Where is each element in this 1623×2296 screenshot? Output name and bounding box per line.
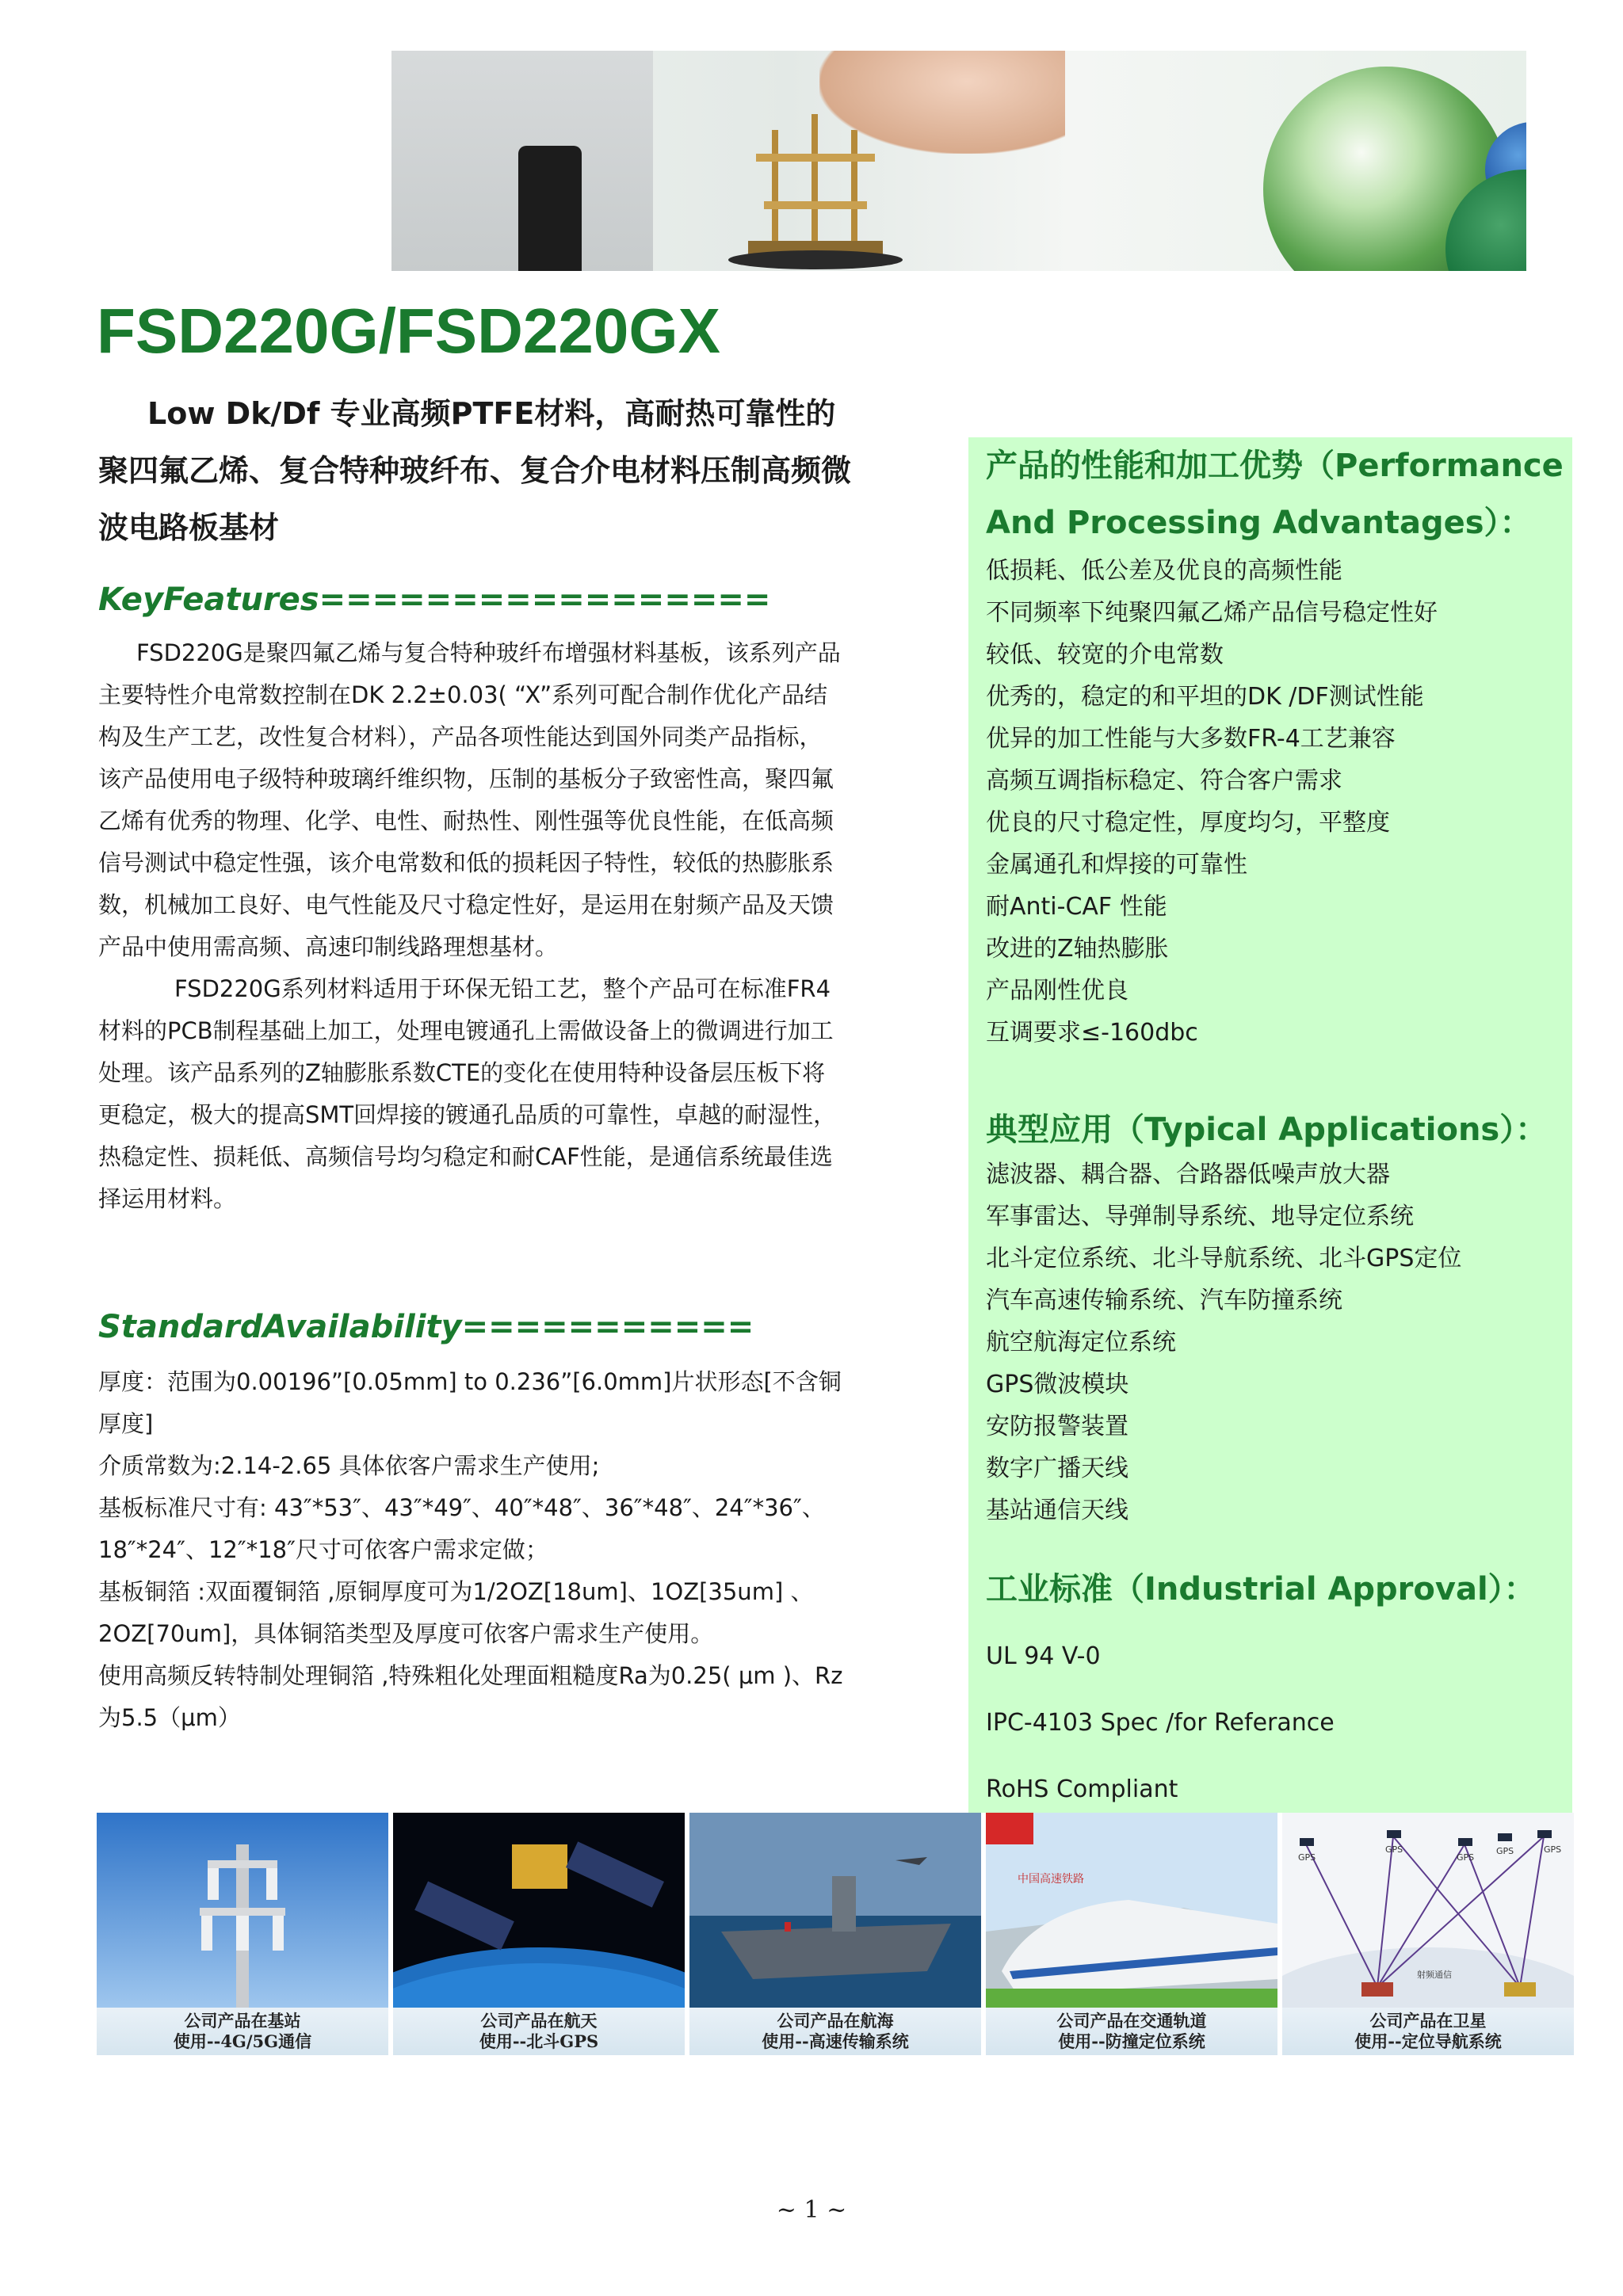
list-item: 基板铜箔 :双面覆铜箔 ,原铜厚度可为1/2OZ[18um]、1OZ[35um] 、2OZ[70um]，具体铜箔类型及厚度可依客户需求生产使用。 xyxy=(98,1578,814,1647)
standard-availability-heading: StandardAvailability=========== xyxy=(98,1309,754,1345)
list-item: 不同频率下纯聚四氟乙烯产品信号稳定性好 xyxy=(986,599,1438,627)
list-item: 优良的尺寸稳定性，厚度均匀，平整度 xyxy=(986,809,1390,837)
list-item: UL 94 V-0 xyxy=(986,1642,1101,1670)
approval-list xyxy=(986,1635,1564,1835)
list-item: 介质常数为:2.14-2.65 具体依客户需求生产使用; xyxy=(98,1452,600,1479)
black-cylinder-graphic xyxy=(518,146,582,271)
key-features-paragraph-2: FSD220G系列材料适用于环保无铅工艺，整个产品可在标准FR4材料的PCB制程基础上加工，处理电镀通孔上需做设备上的微调进行加工处理。该产品系列的Z轴膨胀系数CTE的变化在使用特种设备层压板下将更稳定，极大的提高SMT回焊接的镀通孔品质的可靠性，卓越的耐湿性，热稳定性、损耗低、高频信号均匀稳定和耐CAF性能，是通信系统最佳选择运用材料。 xyxy=(98,975,837,1212)
tile-caption xyxy=(1282,2008,1574,2055)
list-item: 改进的Z轴热膨胀 xyxy=(986,935,1169,963)
tile-caption xyxy=(986,2008,1277,2055)
tile-satellite xyxy=(1282,1813,1574,2055)
gps-ground-label: 射频通信 xyxy=(1417,1970,1452,1980)
list-item: 军事雷达、导弹制导系统、地导定位系统 xyxy=(986,1203,1414,1230)
list-item: 产品刚性优良 xyxy=(986,977,1128,1005)
list-item: 安防报警装置 xyxy=(986,1413,1128,1440)
tile-base-station xyxy=(97,1813,388,2055)
tile-caption-line1: 公司产品在航海 xyxy=(777,2011,894,2031)
list-item: 金属通孔和焊接的可靠性 xyxy=(986,851,1247,879)
list-item: 基站通信天线 xyxy=(986,1497,1128,1524)
hand-graphic xyxy=(819,51,1065,154)
high-speed-train-image xyxy=(986,1813,1277,2008)
tile-caption-line2: 使用--防撞定位系统 xyxy=(1058,2031,1205,2051)
tile-caption-line1: 公司产品在交通轨道 xyxy=(1056,2011,1207,2031)
product-title: FSD220G/FSD220GX xyxy=(97,296,720,366)
key-features-heading: KeyFeatures================= xyxy=(98,582,771,618)
list-item: 较低、较宽的介电常数 xyxy=(986,641,1224,669)
tile-aerospace xyxy=(393,1813,685,2055)
list-item: 低损耗、低公差及优良的高频性能 xyxy=(986,557,1342,585)
list-item: 优秀的，稳定的和平坦的DK /DF测试性能 xyxy=(986,683,1424,711)
tile-navigation xyxy=(689,1813,981,2055)
applications-heading: 典型应用（Typical Applications）： xyxy=(986,1112,1548,1148)
key-features-paragraph-1: FSD220G是聚四氟乙烯与复合特种玻纤布增强材料基板，该系列产品主要特性介电常数控制在DK 2.2±0.03( “X”系列可配合制作优化产品结构及生产工艺，改性复合材料），产品各项性能达到国外同类产品指标，该产品使用电子级特种玻璃纤维织物，压制的基板分子致密性高，聚四氟乙烯有优秀的物理、化学、电性、耐热性、刚性强等优良性能，在低高频信号测试中稳定性强，该介电常数和低的损耗因子特性，较低的热膨胀系数，机械加工良好、电气性能及尺寸稳定性好，是运用在射频产品及天馈产品中使用需高频、高速印制线路理想基材。 xyxy=(98,639,841,960)
list-item: 航空航海定位系统 xyxy=(986,1329,1176,1356)
list-item: IPC-4103 Spec /for Referance xyxy=(986,1709,1335,1737)
base-station-tower-image xyxy=(97,1813,388,2008)
aircraft-carrier-image xyxy=(689,1813,981,2008)
applications-list xyxy=(986,1154,1564,1531)
gps-label: GPS xyxy=(1457,1852,1475,1863)
list-item: 汽车高速传输系统、汽车防撞系统 xyxy=(986,1287,1342,1314)
list-item: 北斗定位系统、北斗导航系统、北斗GPS定位 xyxy=(986,1245,1462,1272)
list-item: 使用高频反转特制处理铜箔 ,特殊粗化处理面粗糙度Ra为0.25( μm )、Rz为5.5（μm） xyxy=(98,1662,843,1731)
tile-caption xyxy=(689,2008,981,2055)
list-item: 滤波器、耦合器、合路器低噪声放大器 xyxy=(986,1161,1390,1188)
tile-caption xyxy=(393,2008,685,2055)
train-sign-text: 中国高速铁路 xyxy=(1018,1873,1084,1886)
approval-heading: 工业标准（Industrial Approval）： xyxy=(986,1571,1536,1608)
page-number: ~ 1 ~ xyxy=(776,2196,847,2224)
performance-heading: 产品的性能和加工优势（Performance And Processing Advantages）： xyxy=(986,448,1564,541)
tile-caption xyxy=(97,2008,388,2055)
tile-caption-line2: 使用--定位导航系统 xyxy=(1354,2031,1502,2051)
tile-caption-line2: 使用--高速传输系统 xyxy=(762,2031,909,2051)
key-features-body xyxy=(98,632,843,1220)
list-item: 耐Anti-CAF 性能 xyxy=(986,893,1167,921)
list-item: RoHS Compliant xyxy=(986,1775,1178,1803)
application-image-strip xyxy=(97,1813,1572,2055)
performance-list xyxy=(986,550,1564,1054)
gps-label: GPS xyxy=(1298,1852,1316,1863)
tile-caption-line2: 使用--北斗GPS xyxy=(479,2031,599,2051)
tile-caption-line1: 公司产品在航天 xyxy=(480,2011,598,2031)
satellite-image xyxy=(393,1813,685,2008)
tile-caption-line1: 公司产品在基站 xyxy=(184,2011,301,2031)
standard-availability-list xyxy=(98,1361,851,1739)
tile-caption-line1: 公司产品在卫星 xyxy=(1369,2011,1487,2031)
list-item: 厚度：范围为0.00196”[0.05mm] to 0.236”[6.0mm]片状形态[不含铜厚度] xyxy=(98,1368,842,1437)
list-item: 优异的加工性能与大多数FR-4工艺兼容 xyxy=(986,725,1396,753)
list-item: 基板标准尺寸有: 43″*53″、43″*49″、40″*48″、36″*48″、24″*36″、18″*24″、12″*18″尺寸可依客户需求定做； xyxy=(98,1494,825,1563)
header-banner-image xyxy=(391,51,1526,271)
product-subtitle: Low Dk/Df 专业高频PTFE材料，高耐热可靠性的聚四氟乙烯、复合特种玻纤布、复合介电材料压制高频微波电路板基材 xyxy=(98,396,852,545)
gps-label: GPS xyxy=(1385,1844,1403,1855)
list-item: 高频互调指标稳定、符合客户需求 xyxy=(986,767,1342,795)
gps-label: GPS xyxy=(1544,1844,1562,1855)
list-item: GPS微波模块 xyxy=(986,1371,1129,1398)
advantages-panel xyxy=(968,437,1572,1816)
gps-satellite-network-image xyxy=(1282,1813,1574,2008)
tile-rail xyxy=(986,1813,1277,2055)
list-item: 互调要求≤-160dbc xyxy=(986,1019,1198,1047)
gps-label: GPS xyxy=(1496,1846,1514,1856)
list-item: 数字广播天线 xyxy=(986,1455,1128,1482)
tile-caption-line2: 使用--4G/5G通信 xyxy=(173,2031,312,2051)
